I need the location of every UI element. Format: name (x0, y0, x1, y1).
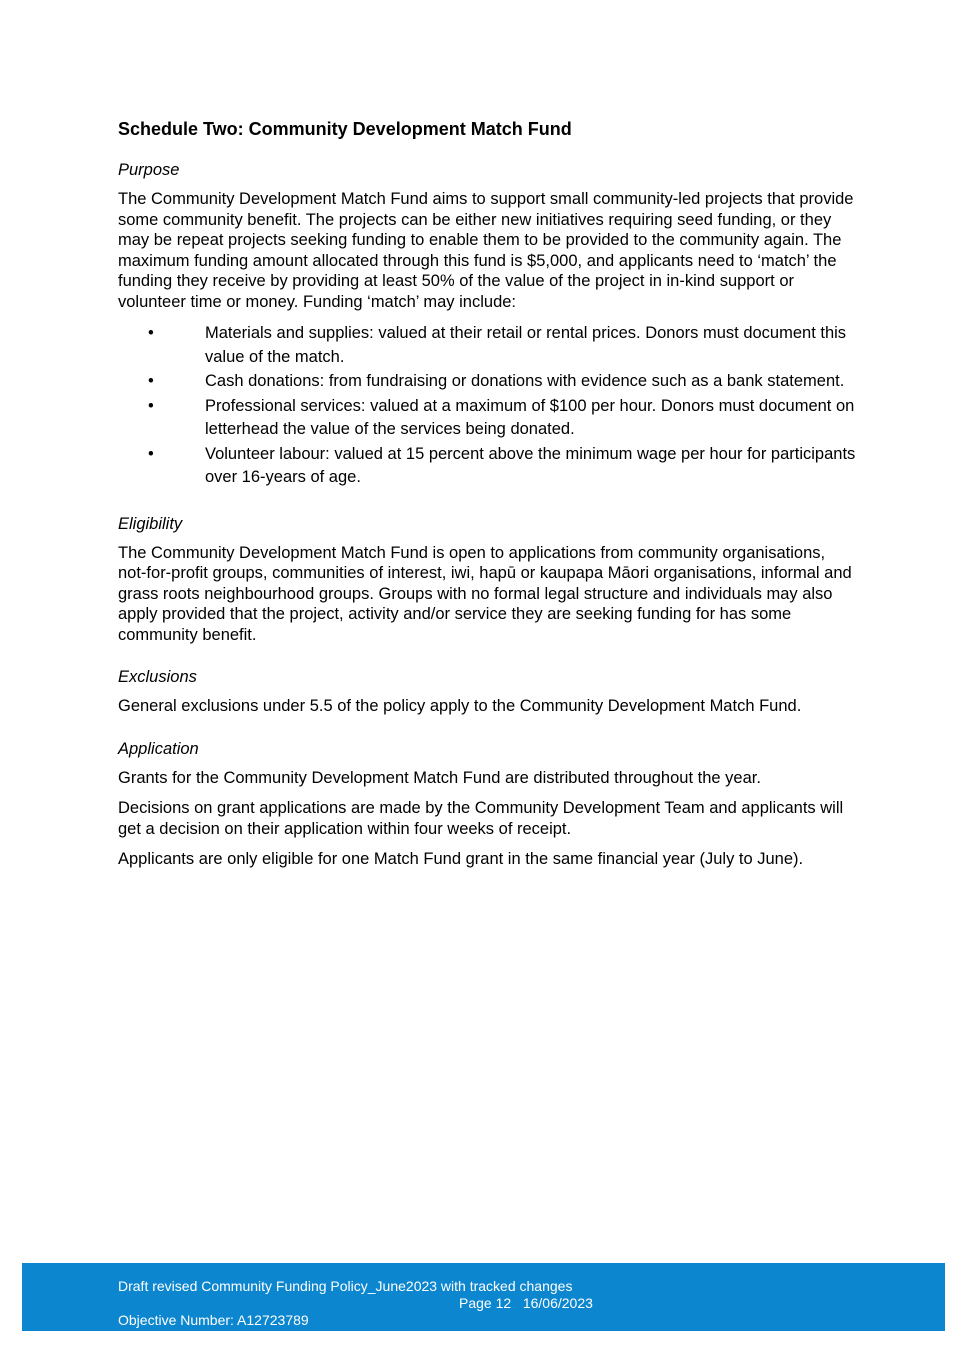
exclusions-heading: Exclusions (118, 668, 197, 686)
exclusions-paragraph: General exclusions under 5.5 of the policy apply to the Community Development Match Fund. (118, 697, 802, 715)
match-bullet-list (118, 322, 858, 490)
footer-page-info (459, 1295, 593, 1312)
footer-page-label: Page 12 (459, 1295, 512, 1311)
bullet-text: Professional services: valued at a maximum of $100 per hour. Donors must document on letterhead the value of the services being donated. (205, 396, 855, 438)
purpose-heading: Purpose (118, 161, 180, 179)
footer-objective-number: Objective Number: A12723789 (118, 1312, 309, 1328)
bullet-icon: • (148, 396, 154, 415)
list-item (118, 395, 858, 442)
application-paragraph-3: Applicants are only eligible for one Match Fund grant in the same financial year (July to June). (118, 850, 804, 868)
application-heading: Application (118, 739, 199, 758)
bullet-icon: • (148, 324, 154, 342)
bullet-icon: • (148, 444, 154, 463)
purpose-paragraph: The Community Development Match Fund aims to support small community-led projects that provide some community benefit. The projects can be either new initiatives requiring seed funding, or they may be repeat projects seeking funding to enable them to be provided to the community again. The maximum funding amount allocated through this fund is $5,000, and applicants need to ‘match’ the funding they receive by providing at least 50% of the value of the project in in-kind support or volunteer time or money. Funding ‘match’ may include: (118, 190, 854, 311)
footer-date: 16/06/2023 (522, 1295, 593, 1311)
eligibility-paragraph: The Community Development Match Fund is open to applications from community organisations, not-for-profit groups, communities of interest, iwi, hapū or kaupapa Māori organisations, informal and grass roots neighbourhood groups. Groups with no formal legal structure and individuals may also apply provided that the project, activity and/or service they are seeking funding for has some community benefit. (118, 543, 852, 644)
application-paragraph-1: Grants for the Community Development Match Fund are distributed throughout the year. (118, 768, 761, 787)
page-footer (22, 1263, 945, 1331)
list-item (118, 443, 858, 490)
schedule-title: Schedule Two: Community Development Match Fund (118, 119, 572, 139)
bullet-icon: • (148, 372, 154, 390)
eligibility-heading: Eligibility (118, 514, 183, 533)
page-content (118, 118, 858, 880)
list-item (118, 370, 858, 394)
application-paragraph-2: Decisions on grant applications are made by the Community Development Team and applicants will get a decision on their application within four weeks of receipt. (118, 799, 844, 838)
bullet-text: Volunteer labour: valued at 15 percent above the minimum wage per hour for participants over 16-years of age. (205, 444, 856, 486)
bullet-text: Cash donations: from fundraising or donations with evidence such as a bank statement. (205, 372, 845, 390)
bullet-text: Materials and supplies: valued at their retail or rental prices. Donors must document this value of the match. (205, 324, 847, 366)
footer-document-title: Draft revised Community Funding Policy_June2023 with tracked changes (118, 1278, 573, 1294)
list-item (118, 322, 858, 369)
